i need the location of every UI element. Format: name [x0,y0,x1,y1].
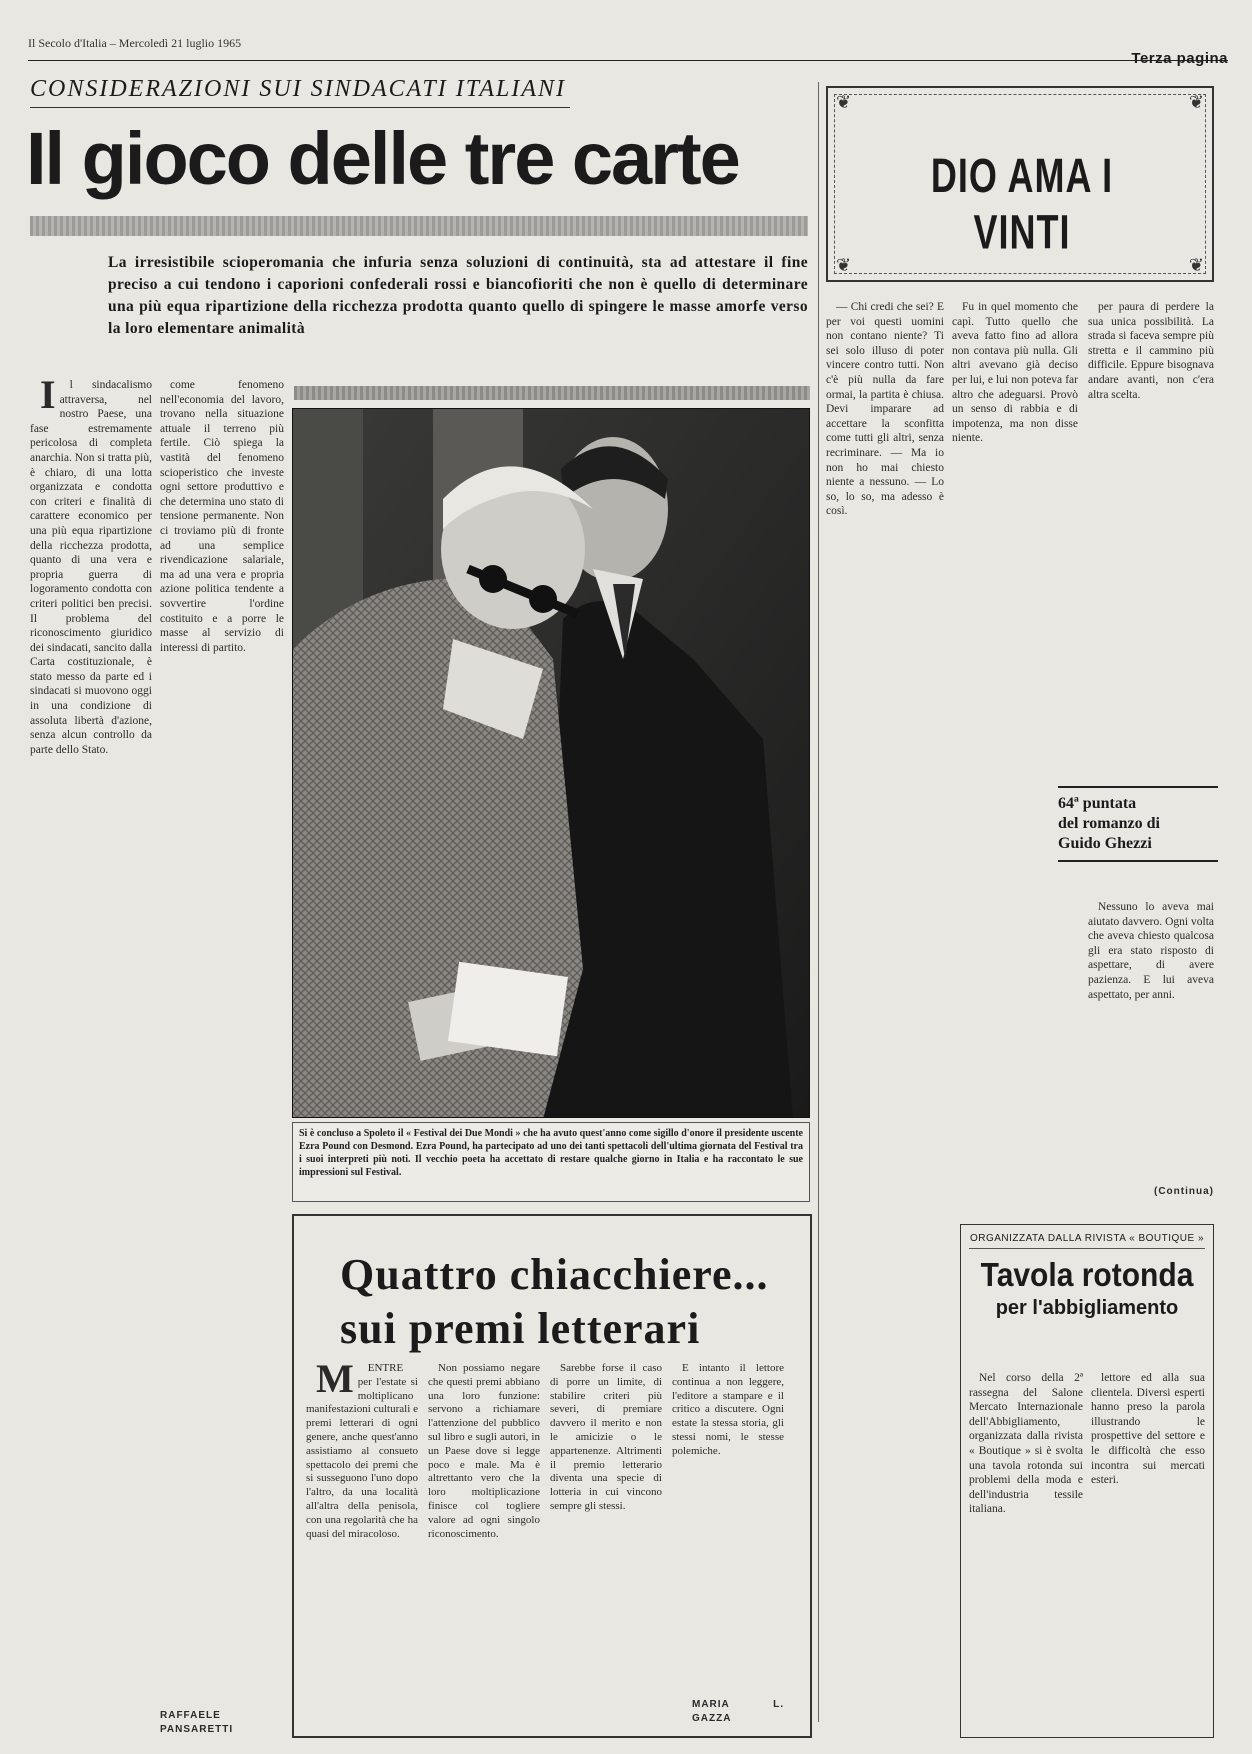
novel-column-4 [1088,900,1214,1200]
ornament-icon: ❦ [836,92,852,112]
article-column-1 [30,378,152,1738]
novel-column-2 [952,300,1078,1204]
novel-column-2-text: Fu in quel momento che capì. Tutto quello che aveva fatto fino ad allora non contava più nulla. Gli altri avevano già deciso per lui, e lui non poteva far altro che adeguarsi. Provò un senso di rabbia e di impotenza, ma non disse niente. [952,301,1078,445]
round-table-column-2-text: lettore ed alla sua clientela. Diversi esperti hanno preso la parola illustrando le prospettive del settore e le difficoltà che esso incontra sui mercati esteri. [1091,1372,1205,1487]
article-standfirst: La irresistibile scioperomania che infuria senza soluzioni di continuità, sta ad attestare il fine preciso a cui tendono i caporioni confederali rossi e biancofioriti che non è quello di determinare una più equa ripartizione della ricchezza prodotta quanto quello di spingere le masse amorfe verso la loro elementare animalità [108,254,808,337]
photo-rule [294,386,810,400]
literary-title [340,1248,769,1356]
novel-column-4-text: Nessuno lo aveva mai aiutato davvero. Ogni volta che aveva chiesto qualcosa gli era stato risposto di aspettare, di avere pazienza. E lui aveva aspettato, per anni. [1088,901,1214,1001]
article-signature: RAFFAELE PANSARETTI [160,1709,234,1736]
novel-column-1-text: — Chi credi che sei? E per voi questi uomini non contano niente? Ti sei solo illuso di poter vincere contro tutti. Non c'è più nulla da fare ormai, la partita è chiusa. Devi imparare ad accettare la sconfitta come tutti gli altri, senza recriminare. — Ma io non ho mai chiesto niente a nessuno. — Lo so, lo so, ma adesso è così. [826,301,944,518]
novel-column-3-text: per paura di perdere la sua unica possibilità. La strada si faceva sempre più stretta e il cammino più difficile. Eppure bisognava andare avanti, non c'era altra scelta. [1088,301,1214,401]
round-table-title: Tavola rotonda [980,1257,1194,1294]
article-kicker: CONSIDERAZIONI SUI SINDACATI ITALIANI [30,76,570,108]
article-column-2 [160,378,284,1738]
round-table-column-1-text: Nel corso della 2ª rassegna del Salone Mercato Internazionale dell'Abbigliamento, organizzata dalla rivista « Boutique » si è svolta una tavola rotonda sui problemi della moda e dell'industria tessile italiana. [969,1372,1083,1516]
novel-column-3 [1088,300,1214,768]
photo-caption: Si è concluso a Spoleto il « Festival dei Due Mondi » che ha avuto quest'anno come sigillo d'onore il presidente uscente Ezra Pound con Desmond. Ezra Pound, ha partecipato ad uno dei tanti spettacoli dell'ultima giornata del Festival tra i suoi interpreti più noti. Il vecchio poeta ha accettato di restare qualche giorno in Italia e ha raccontato le sue impressioni sul Festival. [292,1122,810,1202]
novel-serial-label [1058,780,1218,868]
article-column-2-text: come fenomeno nell'economia del lavoro, trovano nella situazione attuale il terreno più fertile. Ciò spiega la vastità del fenomeno scioperistico che investe ogni settore produttivo e che determina uno stato di tensione permanente. Non ci troviamo più di fronte ad una semplice rivendicazione salariale, ma ad una vera e propria azione politica tendente a sovvertire l'ordine costituito e a porre le masse al servizio di interessi di partito. [160,379,284,654]
article-column-1-text: l sindacalismo attraversa, nel nostro Paese, una fase estremamente pericolosa di completa anarchia. Non si tratta più, è chiaro, di una lotta organizzata e condotta con criteri e finalità di carattere economico per una più equa ripartizione della ricchezza prodotta, quanto di una vera e propria guerra di logoramento condotta con criteri politici ben precisi. Il problema del riconoscimento giuridico dei sindacati, sancito dalla Carta costituzionale, è stato messo da parte ed i sindacati si muovono oggi in una condizione di assoluta libertà d'azione, senza alcun controllo da parte dello Stato. [30,379,152,756]
literary-signature: MARIA L. GAZZA [692,1699,784,1725]
round-table-column-2 [1091,1371,1205,1731]
photo-ezra-pound [292,408,810,1118]
novel-of: del romanzo di [1058,815,1160,832]
article-headline: Il gioco delle tre carte [26,117,739,200]
literary-column-2 [428,1362,540,1726]
literary-column-2-text: Non possiamo negare che questi premi abbiano una loro funzione: servono a richiamare l'attenzione del pubblico sul libro e sugli autori, in un Paese dove si legge poco e male. Ma è altrettanto vero che la loro moltiplicazione finisce col togliere valore ad ogni singolo riconoscimento. [428,1362,540,1540]
masthead-date: Il Secolo d'Italia – Mercoledì 21 luglio 1965 [28,36,242,50]
ornament-icon: ❦ [836,255,852,275]
photo-image [293,409,810,1118]
round-table-subtitle: per l'abbigliamento [995,1297,1179,1319]
round-table-column-1 [969,1371,1083,1731]
novel-title-box [826,86,1214,282]
novel-continua: (Continua) [1154,1186,1214,1198]
ornament-icon: ❦ [1188,255,1204,275]
literary-prizes-box [292,1214,812,1738]
novel-rule-top [1058,786,1218,788]
novel-episode: 64ª puntata [1058,795,1137,812]
masthead-rule [28,60,1228,61]
novel-author: Guido Ghezzi [1058,835,1152,852]
section-title: Terza pagina [1131,50,1228,67]
literary-column-4-text: E intanto il lettore continua a non leggere, l'editore a stampare e il critico a discutere. Ogni estate la stessa storia, gli stessi nomi, le stesse polemiche. [672,1362,784,1457]
literary-title-line-1: Quattro chiacchiere... [340,1250,769,1299]
literary-dropcap: M [316,1362,354,1401]
column-divider [818,82,819,1722]
literary-column-4 [672,1362,784,1726]
ornament-icon: ❦ [1188,92,1204,112]
novel-title: DIO AMA I VINTI [930,147,1114,260]
round-table-kicker: ORGANIZZATA DALLA RIVISTA « BOUTIQUE » [969,1233,1205,1249]
round-table-box [960,1224,1214,1738]
novel-rule-bottom [1058,860,1218,862]
literary-column-3-text: Sarebbe forse il caso di porre un limite, di stabilire criteri più severi, di premiare davvero il merito e non le amicizie o le appartenenze. Altrimenti il premio letterario diventa una specie di lotteria in cui vincono sempre gli stessi. [550,1362,662,1512]
literary-column-1 [306,1362,418,1726]
headline-rule [30,216,808,236]
article-dropcap: I [40,378,56,417]
novel-column-1 [826,300,944,1736]
literary-title-line-2: sui premi letterari [340,1304,701,1353]
literary-column-3 [550,1362,662,1726]
masthead [28,34,1228,67]
literary-column-1-text: ENTRE per l'estate si moltiplicano manifestazioni culturali e premi letterari di ogni genere, anche quest'anno assistiamo al consueto spettacolo dei premi che si susseguono l'uno dopo l'altro, da una località all'altra della penisola, con una regolarità che ha quasi del miracoloso. [306,1362,418,1540]
